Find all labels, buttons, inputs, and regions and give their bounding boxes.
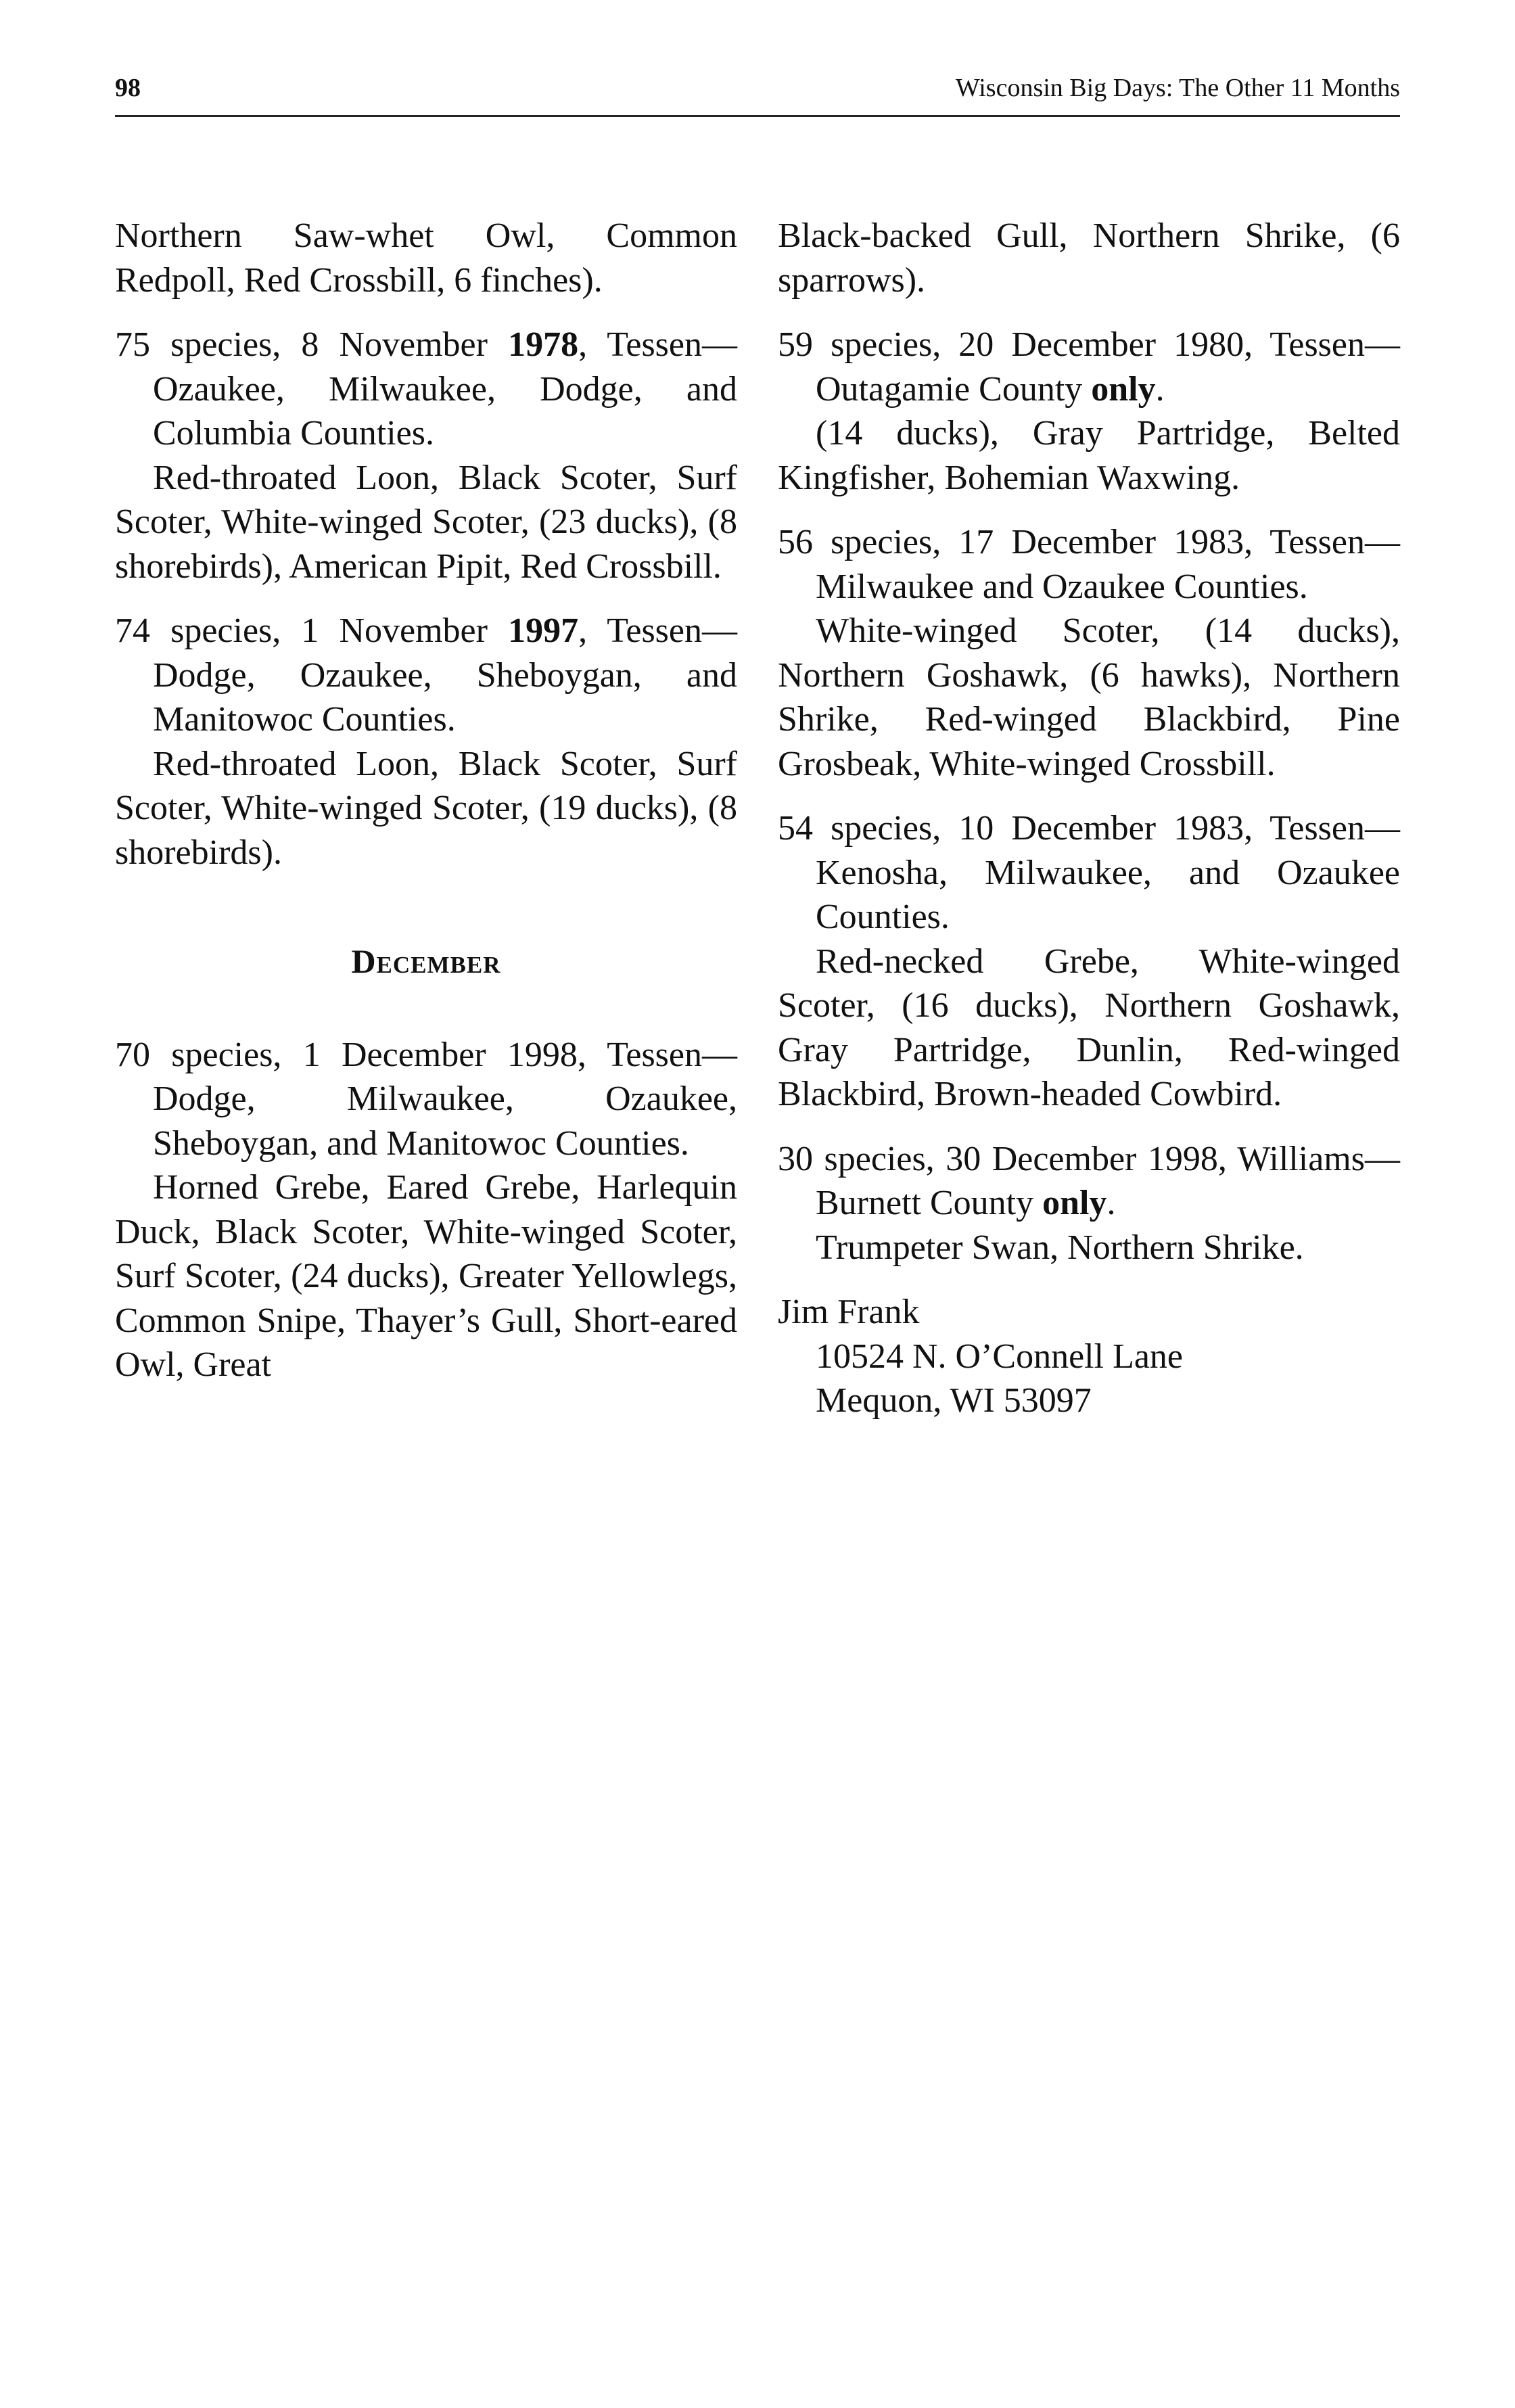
big-day-entry (115, 323, 737, 588)
entry-species: White-winged Scoter, (14 ducks), Northern Goshawk, (6 hawks), Northern Shrike, Red-winged Blackbird, Pine Grosbeak, White-winged Crossbill. (778, 611, 1400, 783)
entry-heading: 30 species, 30 December 1998, Williams—Burnett County only. (778, 1139, 1400, 1222)
entry-species: Red-throated Loon, Black Scoter, Surf Scoter, White-winged Scoter, (19 ducks), (8 shorebirds). (115, 744, 737, 872)
entry-species: (14 ducks), Gray Partridge, Belted Kingfisher, Bohemian Waxwing. (778, 414, 1400, 497)
entry-species: Trumpeter Swan, Northern Shrike. (816, 1228, 1304, 1267)
big-day-entry (115, 609, 737, 875)
entry-year: 1997 (508, 611, 579, 650)
big-day-entry (778, 1137, 1400, 1270)
entry-heading: 56 species, 17 December 1983, Tessen—Milwaukee and Ozaukee Counties. (778, 523, 1400, 606)
continued-species-list: Northern Saw-whet Owl, Common Redpoll, Red Crossbill, 6 finches). (115, 216, 737, 300)
only-emphasis: only (1091, 369, 1156, 409)
entry-species: Red-necked Grebe, White-winged Scoter, (16 ducks), Northern Goshawk, Gray Partridge, Dunlin, Red-winged Blackbird, Brown-headed Cowbird. (778, 942, 1400, 1113)
author-signature (778, 1290, 1400, 1423)
right-column (778, 214, 1400, 1423)
page-number: 98 (115, 74, 141, 102)
entry-heading: 75 species, 8 November 1978, Tessen—Ozaukee, Milwaukee, Dodge, and Columbia Counties. (115, 325, 737, 453)
entry-heading: 70 species, 1 December 1998, Tessen—Dodge, Milwaukee, Ozaukee, Sheboygan, and Manitowoc Counties. (115, 1035, 737, 1163)
only-emphasis: only (1042, 1184, 1107, 1222)
left-column (115, 214, 737, 1408)
author-name: Jim Frank (778, 1293, 920, 1331)
running-title: Wisconsin Big Days: The Other 11 Months (955, 74, 1400, 102)
section-heading-december: December (351, 942, 501, 980)
author-street: 10524 N. O’Connell Lane (816, 1337, 1184, 1376)
entry-species: Red-throated Loon, Black Scoter, Surf Scoter, White-winged Scoter, (23 ducks), (8 shorebirds), American Pipit, Red Crossbill. (115, 458, 737, 586)
entry-species: Horned Grebe, Eared Grebe, Harlequin Duck, Black Scoter, White-winged Scoter, Surf Scoter, (24 ducks), Greater Yellowlegs, Common Snipe, Thayer’s Gull, Short-eared Owl, Great (115, 1168, 737, 1384)
entry-year: 1978 (508, 325, 579, 364)
big-day-entry (115, 1033, 737, 1387)
author-city: Mequon, WI 53097 (816, 1381, 1092, 1420)
running-header (115, 73, 1400, 117)
entry-heading: 59 species, 20 December 1980, Tessen—Outagamie County only. (778, 325, 1400, 409)
entry-heading: 74 species, 1 November 1997, Tessen—Dodge, Ozaukee, Sheboygan, and Manitowoc Counties. (115, 611, 737, 739)
big-day-entry (778, 323, 1400, 500)
continued-species-list: Black-backed Gull, Northern Shrike, (6 sparrows). (778, 216, 1400, 300)
big-day-entry (778, 520, 1400, 786)
entry-heading: 54 species, 10 December 1983, Tessen—Kenosha, Milwaukee, and Ozaukee Counties. (778, 809, 1400, 936)
big-day-entry (778, 806, 1400, 1117)
